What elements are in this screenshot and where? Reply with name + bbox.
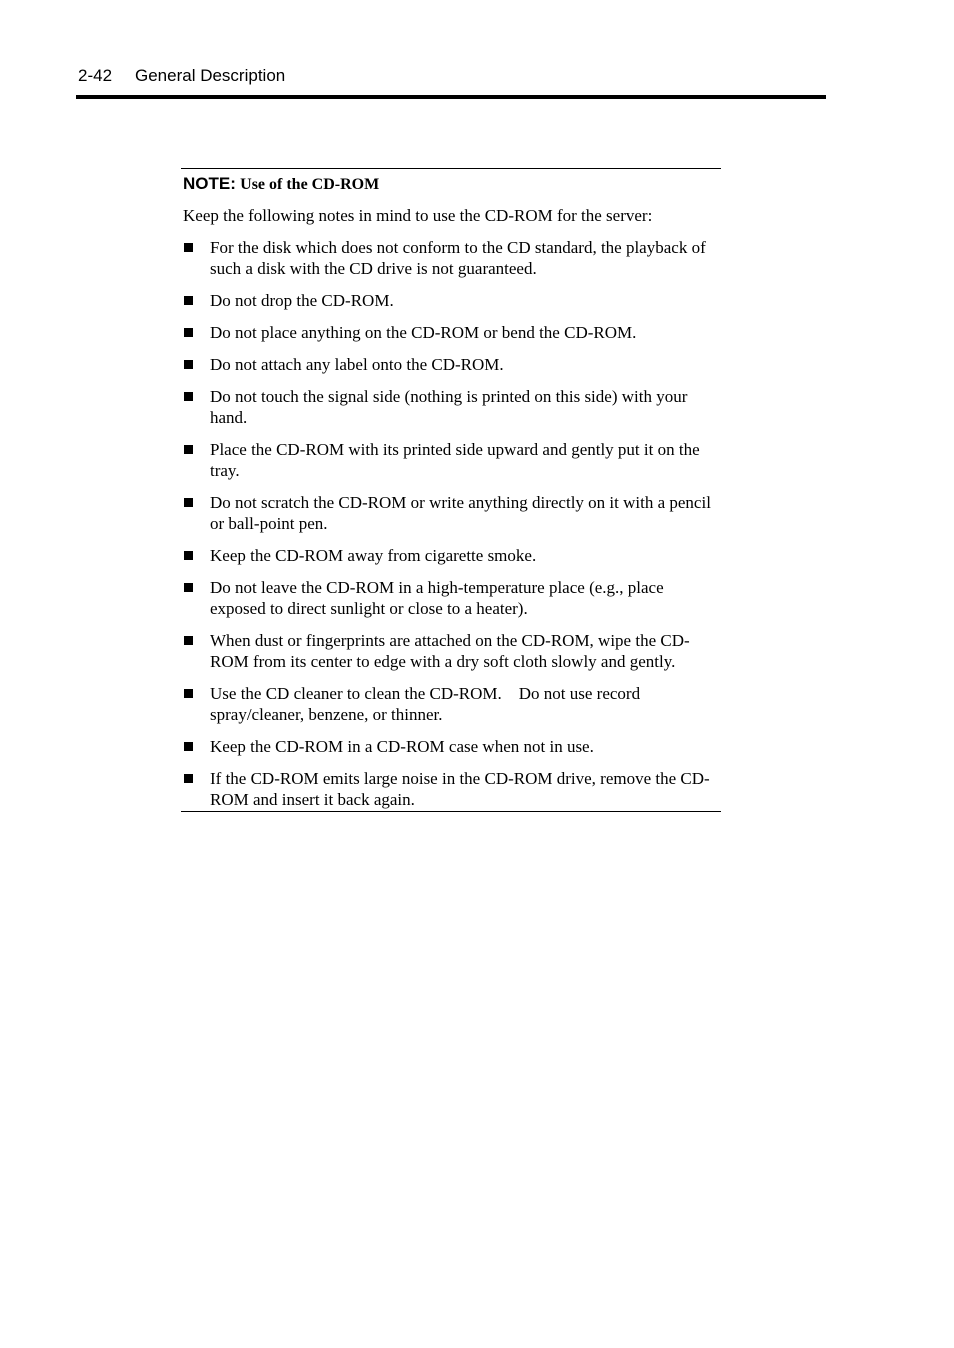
list-item-text: If the CD-ROM emits large noise in the CD-ROM drive, remove the CD-ROM and insert it back again. [210, 769, 710, 809]
list-item [181, 492, 721, 534]
square-bullet-icon [184, 636, 193, 645]
list-item-text: Do not scratch the CD-ROM or write anything directly on it with a pencil or ball-point pen. [210, 493, 711, 533]
list-item [181, 290, 721, 311]
square-bullet-icon [184, 774, 193, 783]
list-item [181, 237, 721, 279]
list-item [181, 736, 721, 757]
list-item [181, 354, 721, 375]
square-bullet-icon [184, 360, 193, 369]
list-item [181, 386, 721, 428]
note-heading [183, 172, 721, 197]
list-item-text: Use the CD cleaner to clean the CD-ROM. Do not use record spray/cleaner, benzene, or thinner. [210, 684, 641, 724]
list-item-text: Place the CD-ROM with its printed side upward and gently put it on the tray. [210, 440, 700, 480]
note-list [181, 237, 721, 810]
square-bullet-icon [184, 296, 193, 305]
list-item-text: Do not attach any label onto the CD-ROM. [210, 355, 504, 374]
list-item [181, 768, 721, 810]
list-item-text: Do not touch the signal side (nothing is printed on this side) with your hand. [210, 387, 688, 427]
square-bullet-icon [184, 243, 193, 252]
list-item-text: Do not leave the CD-ROM in a high-temperature place (e.g., place exposed to direct sunlight or close to a heater). [210, 578, 664, 618]
square-bullet-icon [184, 742, 193, 751]
list-item-text: Keep the CD-ROM away from cigarette smoke. [210, 546, 537, 565]
square-bullet-icon [184, 498, 193, 507]
list-item [181, 322, 721, 343]
list-item-text: Do not place anything on the CD-ROM or bend the CD-ROM. [210, 323, 637, 342]
list-item-text: Do not drop the CD-ROM. [210, 291, 394, 310]
list-item [181, 439, 721, 481]
note-label: NOTE: [183, 174, 236, 193]
list-item-text: Keep the CD-ROM in a CD-ROM case when not in use. [210, 737, 594, 756]
note-intro: Keep the following notes in mind to use the CD-ROM for the server: [183, 206, 653, 225]
square-bullet-icon [184, 328, 193, 337]
page-header [78, 64, 826, 94]
list-item [181, 630, 721, 672]
list-item [181, 577, 721, 619]
list-item-text: When dust or fingerprints are attached on the CD-ROM, wipe the CD-ROM from its center to edge with a dry soft cloth slowly and gently. [210, 631, 690, 671]
list-item-text: For the disk which does not conform to the CD standard, the playback of such a disk with the CD drive is not guaranteed. [210, 238, 706, 278]
section-title: General Description [135, 66, 286, 85]
square-bullet-icon [184, 445, 193, 454]
note-box [181, 168, 721, 812]
square-bullet-icon [184, 583, 193, 592]
square-bullet-icon [184, 689, 193, 698]
square-bullet-icon [184, 392, 193, 401]
header-rule [76, 95, 826, 99]
page-number: 2-42 [78, 66, 113, 85]
note-title: Use of the CD-ROM [240, 176, 380, 193]
square-bullet-icon [184, 551, 193, 560]
list-item [181, 545, 721, 566]
list-item [181, 683, 721, 725]
